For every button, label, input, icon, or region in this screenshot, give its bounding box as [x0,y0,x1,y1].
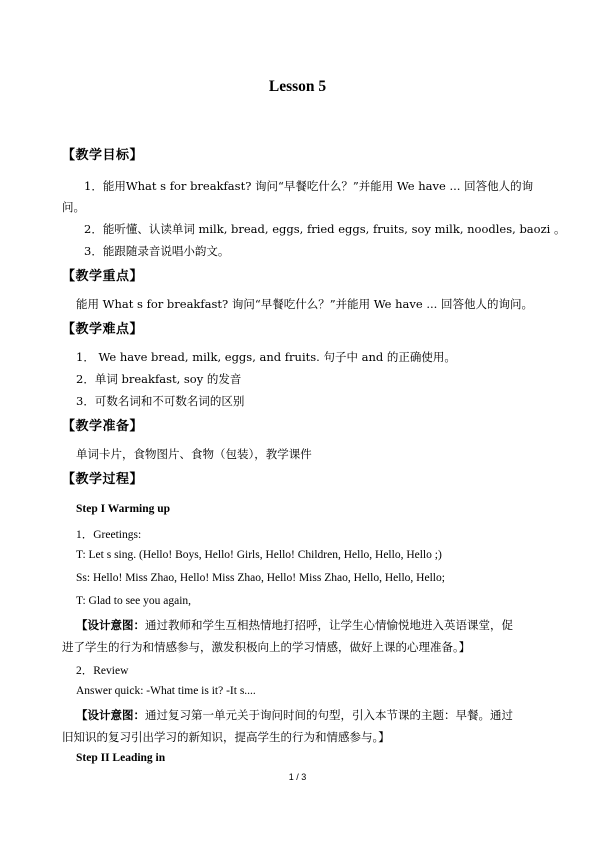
prep-line-1: 单词卡片，食物图片、食物（包装），教学课件 [76,447,312,461]
section-heading-goals: 【教学目标】 [62,148,144,163]
answer-quick-line: Answer quick: -What time is it? -It s.... [76,685,256,697]
design-intent-2-label: 【设计意图： [76,708,145,722]
difficulty-line-3: 3．可数名词和不可数名词的区别 [76,394,245,408]
section-heading-prep: 【教学准备】 [62,419,144,434]
key-line-1: 能用 What s for breakfast? 询问“早餐吃什么？”并能用 We have ... 回答他人的询问。 [76,297,533,311]
design-intent-1-text: 通过教师和学生互相热情地打招呼，让学生心情愉悦地进入英语课堂，促 [145,618,513,632]
page-title: Lesson 5 [268,78,327,95]
page-number: 1 / 3 [288,772,307,782]
section-heading-difficulty: 【教学难点】 [62,322,144,337]
goal-line-1: 1．能用What s for breakfast? 询问“早餐吃什么？”并能用 We have ... 回答他人的询 [84,179,534,193]
step-1-heading: Step I Warming up [76,503,171,515]
design-intent-1 [76,617,513,633]
difficulty-line-1: 1． We have bread, milk, eggs, and fruits. 句子中 and 的正确使用。 [76,350,456,364]
review-label: 2．Review [76,665,129,677]
design-intent-2-text: 通过复习第一单元关于询问时间的句型，引入本节课的主题：早餐。通过 [145,708,513,722]
teacher-line-2: T: Glad to see you again, [76,595,192,607]
section-heading-process: 【教学过程】 [62,472,144,487]
goal-line-1-cont: 问。 [62,200,85,214]
difficulty-line-2: 2．单词 breakfast, soy 的发音 [76,372,242,386]
design-intent-2-cont: 旧知识的复习引出学习的新知识，提高学生的行为和情感参与。】 [62,730,390,744]
design-intent-1-cont: 进了学生的行为和情感参与，激发积极向上的学习情感，做好上课的心理准备。】 [62,640,471,654]
students-line: Ss: Hello! Miss Zhao, Hello! Miss Zhao, Hello! Miss Zhao, Hello, Hello, Hello; [76,572,445,584]
design-intent-2 [76,707,513,723]
goal-line-2: 2．能听懂、认读单词 milk, bread, eggs, fried eggs, fruits, soy milk, noodles, baozi 。 [84,222,566,236]
teacher-line-1: T: Let s sing. (Hello! Boys, Hello! Girls, Hello! Children, Hello, Hello, Hello ;) [76,549,442,561]
design-intent-1-label: 【设计意图： [76,618,145,632]
section-heading-key: 【教学重点】 [62,269,144,284]
step-2-heading: Step II Leading in [76,752,166,764]
greetings-label: 1．Greetings: [76,529,142,541]
goal-line-3: 3．能跟随录音说唱小韵文。 [84,244,230,258]
